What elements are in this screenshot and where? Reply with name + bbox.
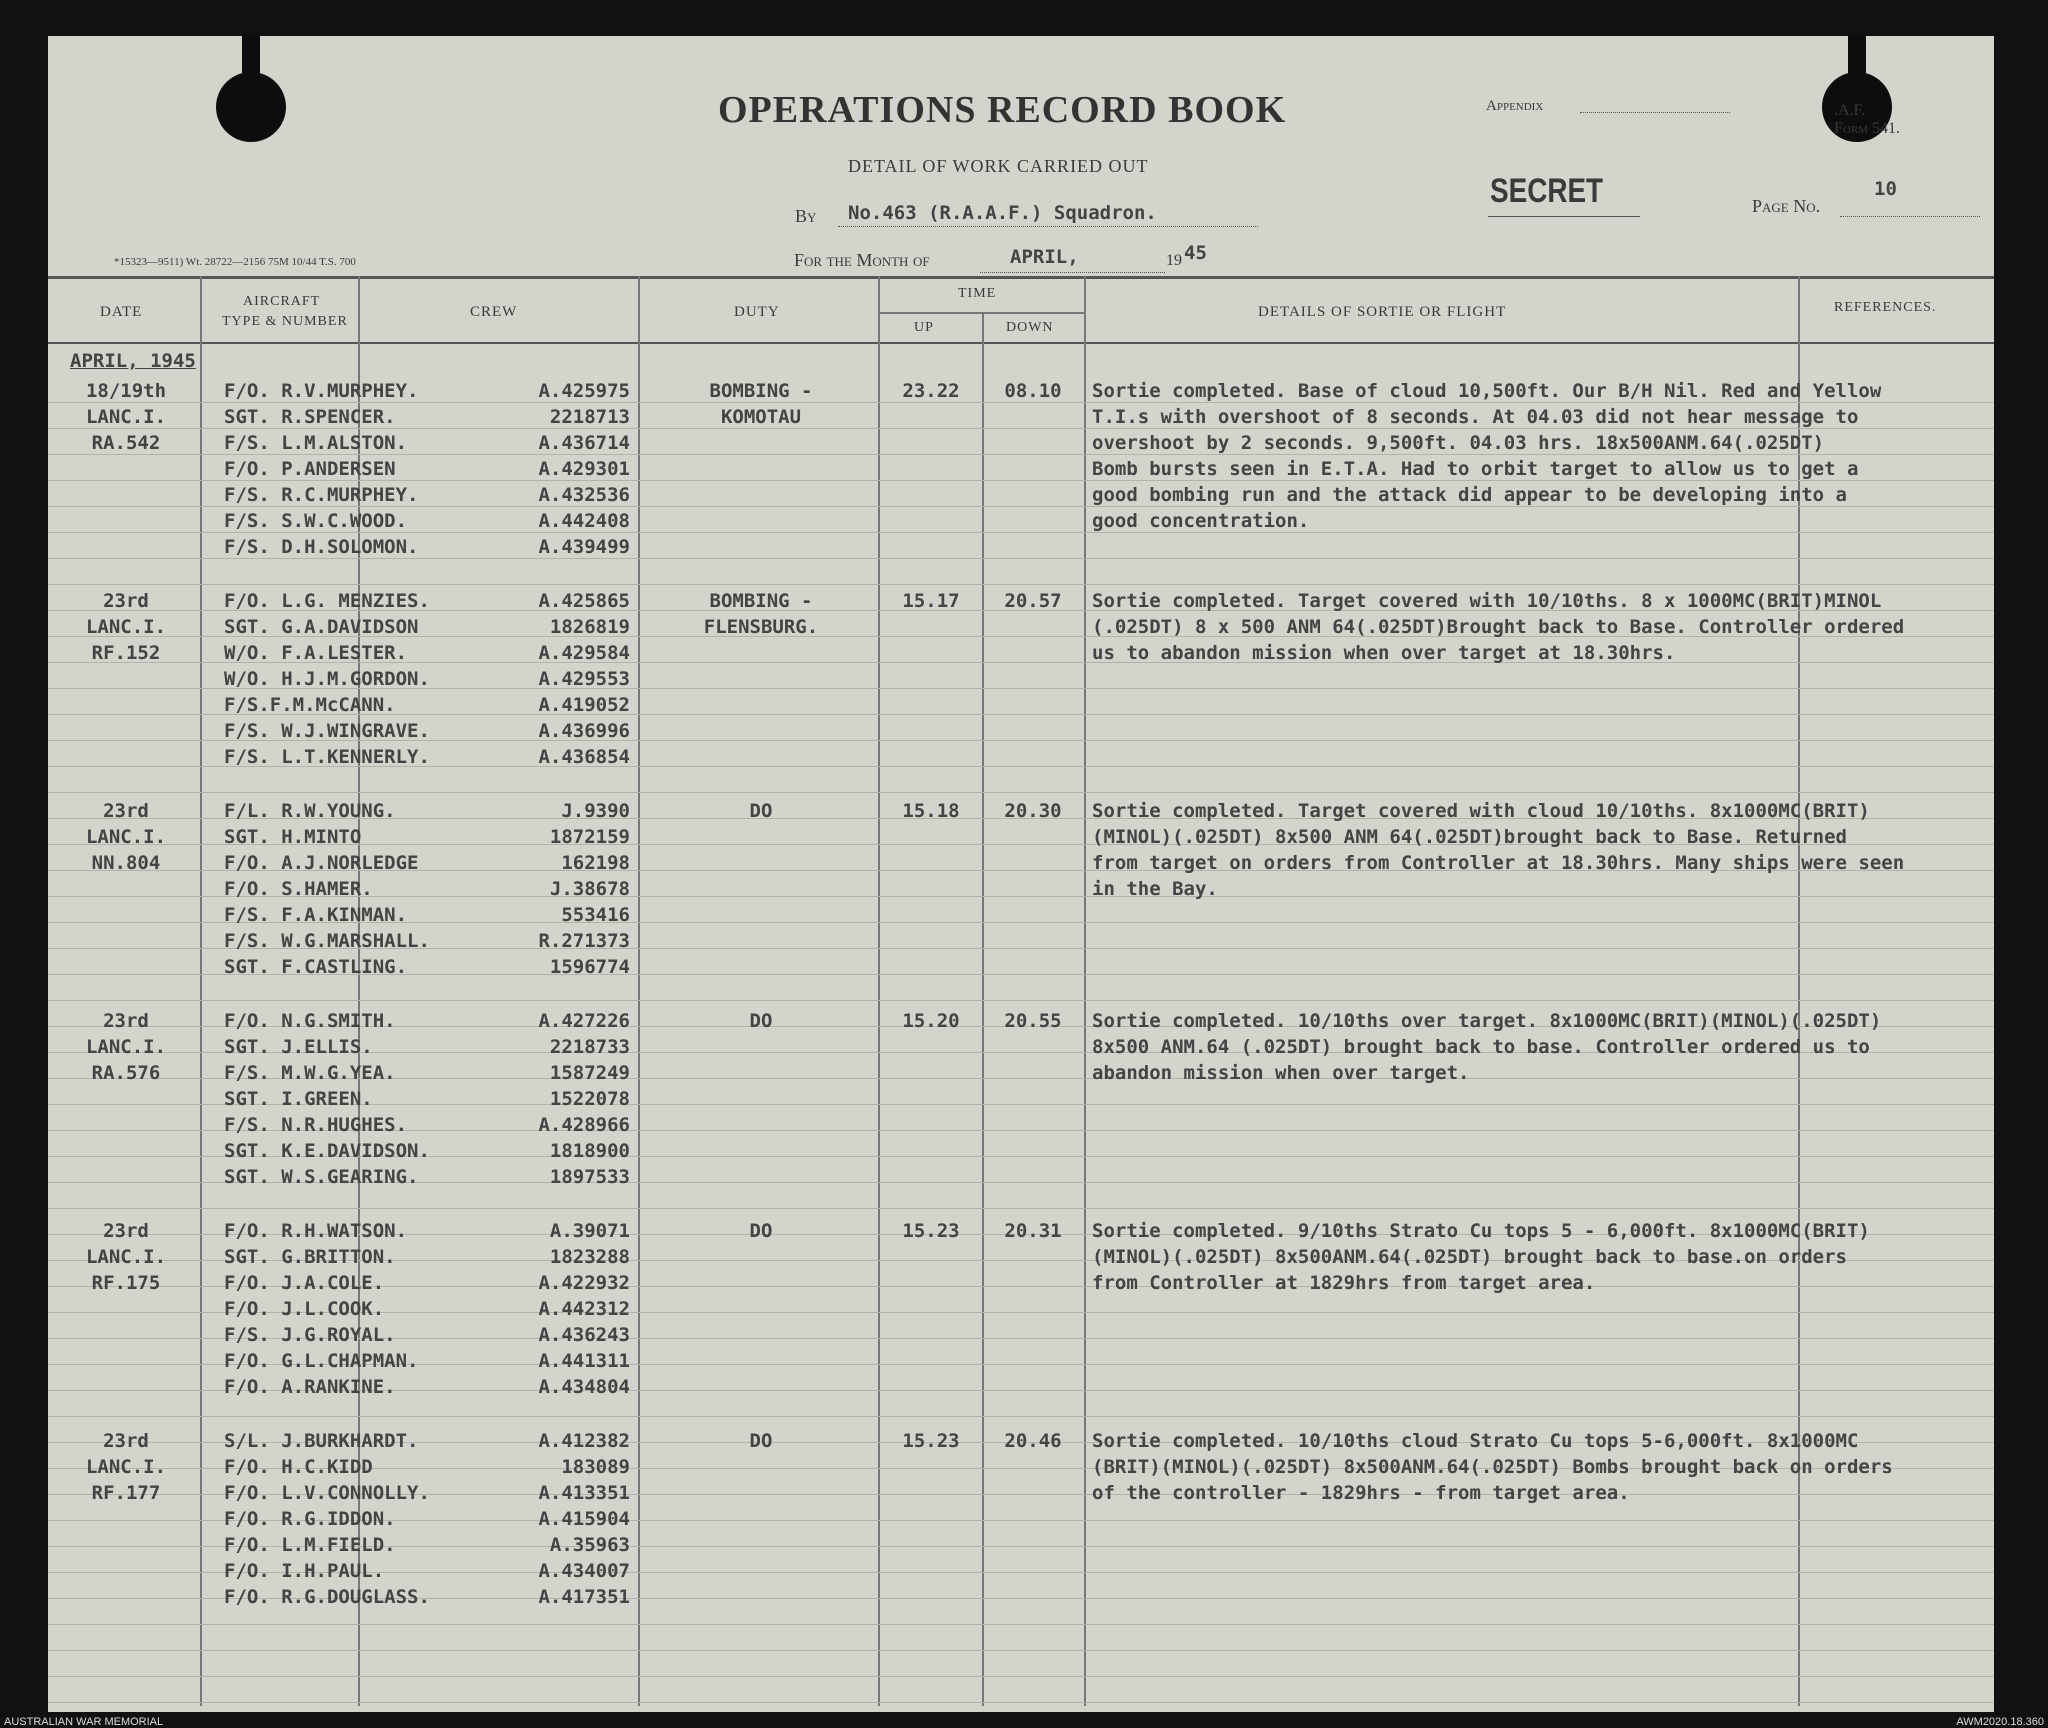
crew-names-line: F/O. R.V.MURPHEY.	[224, 380, 419, 402]
time-down	[990, 1428, 1076, 1454]
col-references: REFERENCES.	[1834, 300, 1937, 315]
header-bottom-rule	[48, 342, 1994, 344]
sortie-date-aircraft-line: LANC.I.	[85, 826, 167, 848]
sortie-details-line: from Controller at 1829hrs from target area.	[1092, 1272, 1596, 1294]
appendix-label: Appendix	[1486, 98, 1544, 114]
time-down	[990, 378, 1076, 404]
time-down	[990, 1218, 1076, 1244]
sortie-details-line: abandon mission when over target.	[1092, 1062, 1470, 1084]
sortie-date-aircraft-line: RF.152	[91, 642, 161, 664]
crew-names-line: F/O. H.C.KIDD	[224, 1456, 373, 1478]
crew-names	[224, 378, 418, 560]
duty-line	[656, 1034, 866, 1060]
time-down	[990, 798, 1076, 824]
crew-numbers-line: 1596774	[549, 956, 630, 978]
crew-names-line: F/O. J.A.COLE.	[224, 1272, 385, 1294]
time-up	[888, 378, 974, 404]
crew-numbers-line: 1823288	[549, 1246, 630, 1268]
crew-numbers-line: A.415904	[538, 1508, 630, 1530]
crew-names-line: F/O. L.V.CONNOLLY.	[224, 1482, 430, 1504]
crew-numbers-line: A.429553	[538, 668, 630, 690]
crew-numbers-line: 553416	[561, 904, 630, 926]
crew-numbers-line: A.436854	[538, 746, 630, 768]
time-up-line: 15.23	[902, 1430, 960, 1452]
sortie-block	[48, 378, 1994, 588]
duty-line: FLENSBURG.	[703, 616, 819, 638]
duty-line: DO	[749, 1430, 773, 1452]
time-down-line: 20.31	[1004, 1220, 1062, 1242]
duty	[656, 1008, 866, 1060]
sortie-details-line: (.025DT) 8 x 500 ANM 64(.025DT)Brought back to Base. Controller ordered	[1092, 616, 1905, 638]
sortie-date-aircraft-line: RF.175	[91, 1272, 161, 1294]
duty-line: KOMOTAU	[720, 406, 802, 428]
crew-names-line: SGT. H.MINTO	[224, 826, 362, 848]
sortie-block	[48, 798, 1994, 1008]
month-label: For the Month of	[794, 250, 930, 270]
crew-numbers-line: A.442408	[538, 510, 630, 532]
sortie-details-line: Bomb bursts seen in E.T.A. Had to orbit target to allow us to get a	[1092, 458, 1859, 480]
crew-names-line: F/O. R.G.DOUGLASS.	[224, 1586, 430, 1608]
ruled-line	[48, 1702, 1994, 1703]
sortie-details-line: good bombing run and the attack did appear to be developing into a	[1092, 484, 1847, 506]
col-duty: DUTY	[734, 304, 780, 320]
sortie-details	[1092, 798, 1904, 902]
squadron-dots	[838, 226, 1258, 227]
sortie-details-line: Sortie completed. 10/10ths cloud Strato Cu tops 5-6,000ft. 8x1000MC	[1092, 1430, 1859, 1452]
crew-names-line: SGT. R.SPENCER.	[224, 406, 396, 428]
time-up-line: 15.20	[902, 1010, 960, 1032]
sortie-details-line: Sortie completed. Base of cloud 10,500ft. Our B/H Nil. Red and Yellow	[1092, 380, 1882, 402]
crew-names-line: F/S. L.T.KENNERLY.	[224, 746, 430, 768]
page-number: 10	[1874, 178, 1897, 200]
crew-numbers-line: A.417351	[538, 1586, 630, 1608]
sortie-date-aircraft-line: 23rd	[103, 1430, 149, 1452]
crew-numbers-line: A.425975	[538, 380, 630, 402]
duty-line: DO	[749, 800, 773, 822]
crew-numbers	[490, 798, 630, 980]
crew-names-line: SGT. K.E.DAVIDSON.	[224, 1140, 430, 1162]
crew-numbers	[490, 588, 630, 770]
form-label-bottom: Form 541.	[1834, 120, 1900, 137]
sortie-details	[1092, 1218, 1870, 1296]
crew-names-line: F/O. J.L.COOK.	[224, 1298, 385, 1320]
crew-numbers-line: J.9390	[561, 800, 630, 822]
squadron-name: No.463 (R.A.A.F.) Squadron.	[848, 202, 1157, 224]
sortie-date-aircraft-line: LANC.I.	[85, 616, 167, 638]
crew-numbers	[490, 1428, 630, 1610]
col-aircraft-2: TYPE & NUMBER	[222, 314, 348, 329]
crew-names-line: F/S. D.H.SOLOMON.	[224, 536, 419, 558]
time-up	[888, 1218, 974, 1244]
sortie-date-aircraft	[62, 1008, 190, 1086]
crew-numbers-line: A.422932	[538, 1272, 630, 1294]
duty-line	[656, 824, 866, 850]
sortie-details-line: Sortie completed. Target covered with 10/10ths. 8 x 1000MC(BRIT)MINOL	[1092, 590, 1882, 612]
sortie-date-aircraft-line: 23rd	[103, 1220, 149, 1242]
crew-names-line: SGT. G.BRITTON.	[224, 1246, 396, 1268]
year-prefix: 19	[1166, 252, 1182, 269]
page-number-label: Page No.	[1752, 196, 1821, 216]
col-time-down: DOWN	[1006, 320, 1054, 335]
time-down-line: 20.57	[1004, 590, 1062, 612]
crew-numbers-line: A.35963	[549, 1534, 630, 1556]
by-label: By	[795, 206, 817, 226]
month-dots	[980, 272, 1165, 273]
time-down-line: 20.30	[1004, 800, 1062, 822]
time-up-line: 15.17	[902, 590, 960, 612]
crew-numbers-line: A.434804	[538, 1376, 630, 1398]
duty	[656, 378, 866, 430]
sortie-details-line: Sortie completed. 9/10ths Strato Cu tops 5 - 6,000ft. 8x1000MC(BRIT)	[1092, 1220, 1870, 1242]
crew-names-line: F/S. S.W.C.WOOD.	[224, 510, 408, 532]
page-number-dots	[1840, 216, 1980, 217]
crew-numbers-line: A.427226	[538, 1010, 630, 1032]
sortie-date-aircraft-line: NN.804	[91, 852, 161, 874]
sortie-date-aircraft-line: LANC.I.	[85, 1246, 167, 1268]
sortie-date-aircraft-line: 18/19th	[85, 380, 167, 402]
crew-names-line: F/S. M.W.G.YEA.	[224, 1062, 396, 1084]
sortie-details-line: Sortie completed. Target covered with cloud 10/10ths. 8x1000MC(BRIT)	[1092, 800, 1870, 822]
crew-numbers-line: J.38678	[549, 878, 630, 900]
crew-numbers-line: A.429584	[538, 642, 630, 664]
crew-numbers-line: 183089	[561, 1456, 630, 1478]
appendix-dots	[1580, 112, 1730, 113]
crew-numbers	[490, 1218, 630, 1400]
duty-line: DO	[749, 1010, 773, 1032]
crew-names-line: F/O. G.L.CHAPMAN.	[224, 1350, 419, 1372]
crew-numbers-line: 1587249	[549, 1062, 630, 1084]
crew-numbers-line: A.436714	[538, 432, 630, 454]
time-down-line: 08.10	[1004, 380, 1062, 402]
crew-names-line: F/S. F.A.KINMAN.	[224, 904, 408, 926]
time-up-line: 23.22	[902, 380, 960, 402]
crew-numbers	[490, 378, 630, 560]
sortie-date-aircraft-line: RA.542	[91, 432, 161, 454]
col-time: TIME	[958, 286, 997, 301]
print-code: *15323—9511) Wt. 28722—2156 75M 10/44 T.S. 700	[114, 256, 356, 268]
crew-numbers-line: A.413351	[538, 1482, 630, 1504]
crew-numbers-line: 1522078	[549, 1088, 630, 1110]
duty-line: DO	[749, 1220, 773, 1242]
crew-names-line: F/S. W.G.MARSHALL.	[224, 930, 430, 952]
time-down-line: 20.55	[1004, 1010, 1062, 1032]
crew-numbers-line: A.425865	[538, 590, 630, 612]
month-value: APRIL,	[1010, 246, 1079, 268]
time-split-rule	[878, 312, 1084, 314]
crew-names-line: F/O. R.G.IDDON.	[224, 1508, 396, 1530]
binder-slot-right	[1848, 34, 1866, 89]
crew-numbers-line: A.436243	[538, 1324, 630, 1346]
sortie-date-aircraft-line: RA.576	[91, 1062, 161, 1084]
sortie-details-line: of the controller - 1829hrs - from target area.	[1092, 1482, 1630, 1504]
crew-names-line: S/L. J.BURKHARDT.	[224, 1430, 419, 1452]
sortie-details	[1092, 1008, 1881, 1086]
sortie-details-line: in the Bay.	[1092, 878, 1218, 900]
crew-names-line: F/S. J.G.ROYAL.	[224, 1324, 396, 1346]
duty-line: BOMBING -	[709, 590, 813, 612]
crew-names-line: F/O. A.RANKINE.	[224, 1376, 396, 1398]
sortie-details-line: good concentration.	[1092, 510, 1310, 532]
time-up	[888, 1008, 974, 1034]
time-up-line: 15.23	[902, 1220, 960, 1242]
sortie-block	[48, 1218, 1994, 1428]
time-up	[888, 1428, 974, 1454]
crew-numbers-line: 2218713	[549, 406, 630, 428]
time-down	[990, 588, 1076, 614]
crew-numbers-line: A.428966	[538, 1114, 630, 1136]
crew-numbers-line: A.419052	[538, 694, 630, 716]
page-subtitle: DETAIL OF WORK CARRIED OUT	[848, 156, 1149, 176]
form-label-top: .A.F.	[1834, 102, 1866, 119]
sortie-date-aircraft	[62, 588, 190, 666]
crew-numbers-line: A.412382	[538, 1430, 630, 1452]
sortie-date-aircraft-line: LANC.I.	[85, 1036, 167, 1058]
sortie-details-line: (BRIT)(MINOL)(.025DT) 8x500ANM.64(.025DT) Bombs brought back on orders	[1092, 1456, 1893, 1478]
sortie-date-aircraft-line: 23rd	[103, 800, 149, 822]
crew-names-line: SGT. G.A.DAVIDSON	[224, 616, 419, 638]
duty	[656, 1428, 866, 1480]
sortie-details-line: T.I.s with overshoot of 8 seconds. At 04.03 did not hear message to	[1092, 406, 1859, 428]
sortie-date-aircraft-line: 23rd	[103, 1010, 149, 1032]
crew-numbers-line: A.441311	[538, 1350, 630, 1372]
crew-names-line: F/O. N.G.SMITH.	[224, 1010, 396, 1032]
crew-numbers-line: A.39071	[549, 1220, 630, 1242]
binder-slot-left	[242, 34, 260, 89]
col-time-up: UP	[914, 320, 934, 335]
sortie-details-line: us to abandon mission when over target at 18.30hrs.	[1092, 642, 1676, 664]
crew-names-line: SGT. W.S.GEARING.	[224, 1166, 419, 1188]
crew-numbers-line: 162198	[561, 852, 630, 874]
record-sheet	[48, 36, 1994, 1712]
sortie-block	[48, 1008, 1994, 1218]
footer-right: AWM2020.18.360	[1956, 1716, 2044, 1728]
time-down	[990, 1008, 1076, 1034]
crew-numbers-line: A.442312	[538, 1298, 630, 1320]
crew-names-line: W/O. H.J.M.GORDON.	[224, 668, 430, 690]
sortie-date-aircraft-line: LANC.I.	[85, 406, 167, 428]
crew-names-line: F/S. L.M.ALSTON.	[224, 432, 408, 454]
time-up	[888, 588, 974, 614]
crew-numbers-line: A.432536	[538, 484, 630, 506]
sortie-date-aircraft	[62, 1428, 190, 1506]
crew-names-line: F/O. L.M.FIELD.	[224, 1534, 396, 1556]
duty-line	[656, 1244, 866, 1270]
col-date: DATE	[100, 304, 143, 320]
ruled-line	[48, 1676, 1994, 1677]
sortie-date-aircraft	[62, 798, 190, 876]
time-down-line: 20.46	[1004, 1430, 1062, 1452]
col-crew: CREW	[470, 304, 518, 320]
duty-line	[656, 1454, 866, 1480]
sortie-details-line: (MINOL)(.025DT) 8x500ANM.64(.025DT) brought back to base.on orders	[1092, 1246, 1847, 1268]
crew-names	[224, 798, 430, 980]
crew-numbers-line: R.271373	[538, 930, 630, 952]
sortie-date-aircraft-line: RF.177	[91, 1482, 161, 1504]
footer-left: AUSTRALIAN WAR MEMORIAL	[4, 1716, 164, 1728]
crew-numbers-line: 1872159	[549, 826, 630, 848]
crew-names-line: F/S. N.R.HUGHES.	[224, 1114, 408, 1136]
col-aircraft-1: AIRCRAFT	[243, 294, 321, 309]
crew-names-line: F/O. R.H.WATSON.	[224, 1220, 408, 1242]
crew-names	[224, 1008, 430, 1190]
sortie-date-aircraft-line: LANC.I.	[85, 1456, 167, 1478]
col-details: DETAILS OF SORTIE OR FLIGHT	[1258, 304, 1507, 320]
crew-numbers-line: 1826819	[549, 616, 630, 638]
sortie-details-line: from target on orders from Controller at 18.30hrs. Many ships were seen	[1092, 852, 1905, 874]
crew-names-line: SGT. J.ELLIS.	[224, 1036, 373, 1058]
sortie-details-line: Sortie completed. 10/10ths over target. 8x1000MC(BRIT)(MINOL)(.025DT)	[1092, 1010, 1882, 1032]
year-suffix: 45	[1184, 242, 1207, 264]
crew-numbers-line: A.434007	[538, 1560, 630, 1582]
crew-names	[224, 1428, 430, 1610]
duty	[656, 588, 866, 640]
crew-names-line: F/S. W.J.WINGRAVE.	[224, 720, 430, 742]
duty	[656, 1218, 866, 1270]
crew-names-line: F/O. A.J.NORLEDGE	[224, 852, 419, 874]
crew-names-line: F/L. R.W.YOUNG.	[224, 800, 396, 822]
secret-underline	[1488, 216, 1640, 217]
sortie-details-line: (MINOL)(.025DT) 8x500 ANM 64(.025DT)brought back to Base. Returned	[1092, 826, 1847, 848]
sortie-details-line: overshoot by 2 seconds. 9,500ft. 04.03 hrs. 18x500ANM.64(.025DT)	[1092, 432, 1825, 454]
crew-numbers-line: A.429301	[538, 458, 630, 480]
sortie-details	[1092, 588, 1904, 666]
sortie-details-line: 8x500 ANM.64 (.025DT) brought back to base. Controller ordered us to	[1092, 1036, 1870, 1058]
crew-numbers-line: 2218733	[549, 1036, 630, 1058]
sortie-block	[48, 1428, 1994, 1638]
crew-names-line: SGT. I.GREEN.	[224, 1088, 373, 1110]
crew-numbers-line: A.439499	[538, 536, 630, 558]
crew-names-line: F/O. P.ANDERSEN	[224, 458, 396, 480]
crew-names-line: F/O. L.G. MENZIES.	[224, 590, 430, 612]
crew-names	[224, 588, 430, 770]
table-top-rule	[48, 276, 1994, 279]
ruled-line	[48, 1650, 1994, 1651]
crew-names-line: SGT. F.CASTLING.	[224, 956, 408, 978]
sortie-date-aircraft-line: 23rd	[103, 590, 149, 612]
sortie-details	[1092, 378, 1881, 534]
sortie-date-aircraft	[62, 378, 190, 456]
page-title: OPERATIONS RECORD BOOK	[718, 89, 1287, 131]
crew-numbers	[490, 1008, 630, 1190]
crew-names-line: F/S. R.C.MURPHEY.	[224, 484, 419, 506]
crew-numbers-line: A.436996	[538, 720, 630, 742]
crew-numbers-line: 1897533	[549, 1166, 630, 1188]
crew-numbers-line: 1818900	[549, 1140, 630, 1162]
duty-line: BOMBING -	[709, 380, 813, 402]
time-up-line: 15.18	[902, 800, 960, 822]
sortie-details	[1092, 1428, 1893, 1506]
crew-names-line: F/O. S.HAMER.	[224, 878, 373, 900]
crew-names-line: W/O. F.A.LESTER.	[224, 642, 408, 664]
duty	[656, 798, 866, 850]
time-up	[888, 798, 974, 824]
crew-names-line: F/S.F.M.McCANN.	[224, 694, 396, 716]
month-heading: APRIL, 1945	[70, 350, 196, 372]
crew-names-line: F/O. I.H.PAUL.	[224, 1560, 385, 1582]
sortie-block	[48, 588, 1994, 798]
crew-names	[224, 1218, 418, 1400]
secret-stamp: SECRET	[1490, 172, 1604, 210]
sortie-date-aircraft	[62, 1218, 190, 1296]
